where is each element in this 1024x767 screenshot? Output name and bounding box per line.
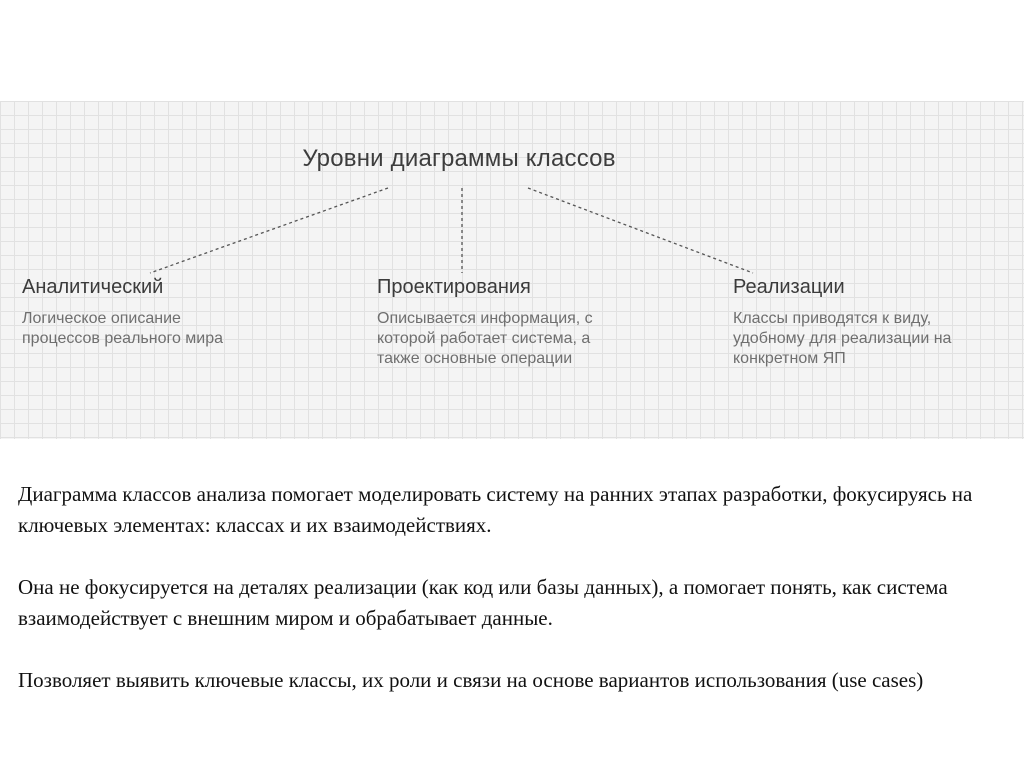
level-name: Проектирования (377, 276, 531, 298)
level-description: Классы приводятся к виду, удобному для реализации на конкретном ЯП (733, 310, 952, 367)
paragraph: Диаграмма классов анализа помогает моделировать систему на ранних этапах разработки, фокусируясь на ключевых элементах: классах и их взаимодействиях. (18, 482, 973, 537)
level-name: Аналитический (22, 276, 164, 298)
level-description: Логическое описание процессов реального мира (22, 310, 224, 347)
level-analytical (22, 276, 223, 349)
level-design (377, 276, 593, 369)
level-implementation (733, 276, 951, 369)
explanation-text (18, 479, 1013, 727)
paragraph: Позволяет выявить ключевые классы, их роли и связи на основе вариантов использования (use cases) (18, 668, 924, 692)
class-diagram-levels (0, 101, 1024, 439)
connector-implementation (528, 188, 753, 273)
diagram-title: Уровни диаграммы классов (302, 145, 616, 172)
level-description: Описывается информация, с которой работает система, а также основные операции (377, 310, 593, 367)
connector-analytical (150, 188, 388, 273)
level-name: Реализации (733, 276, 845, 298)
paragraph: Она не фокусируется на деталях реализации (как код или базы данных), а помогает понять, как система взаимодействует с внешним миром и обрабатывает данные. (18, 575, 948, 630)
